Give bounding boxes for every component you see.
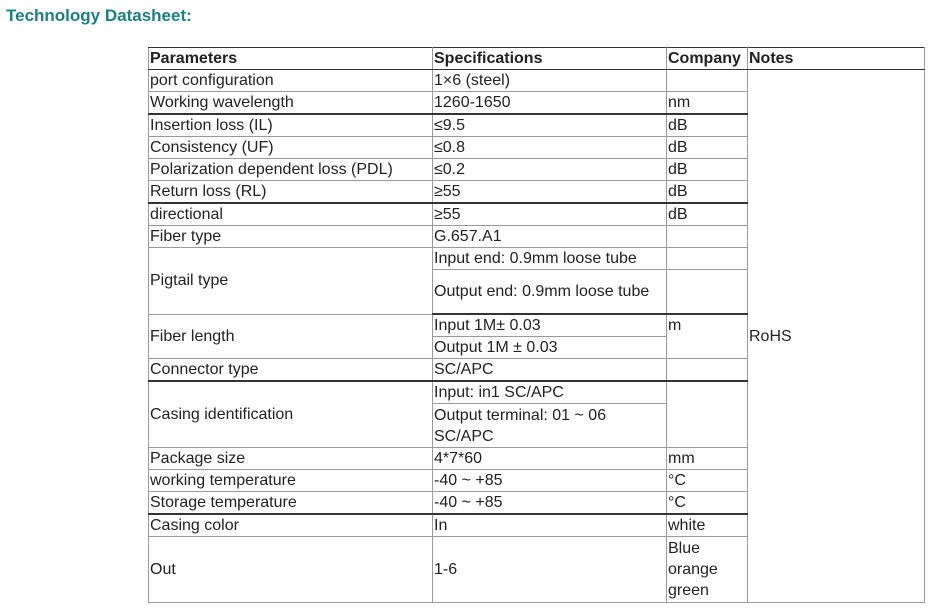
technology-datasheet-table	[148, 47, 925, 603]
unit-cell	[667, 248, 748, 270]
spec-cell: 4*7*60	[433, 448, 667, 470]
unit-cell: dB	[667, 114, 748, 137]
unit-cell: nm	[667, 92, 748, 115]
unit-cell: °C	[667, 470, 748, 492]
param-cell: Connector type	[149, 359, 433, 382]
spec-cell: Input 1M± 0.03	[433, 314, 667, 337]
spec-cell: 1260-1650	[433, 92, 667, 115]
unit-cell: dB	[667, 203, 748, 226]
color-green: green	[668, 582, 709, 599]
color-orange: orange	[668, 561, 718, 578]
spec-cell: Input: in1 SC/APC	[433, 381, 667, 404]
param-cell: Polarization dependent loss (PDL)	[149, 159, 433, 181]
notes-cell: RoHS	[748, 70, 925, 603]
param-cell: Insertion loss (IL)	[149, 114, 433, 137]
param-cell: Package size	[149, 448, 433, 470]
param-cell: Working wavelength	[149, 92, 433, 115]
param-cell: Return loss (RL)	[149, 181, 433, 204]
header-notes: Notes	[748, 48, 925, 70]
param-cell: Fiber length	[149, 314, 433, 359]
spec-cell: -40 ~ +85	[433, 492, 667, 515]
unit-cell: °C	[667, 492, 748, 515]
unit-cell	[667, 381, 748, 448]
unit-cell: dB	[667, 159, 748, 181]
param-cell: directional	[149, 203, 433, 226]
unit-cell	[667, 359, 748, 382]
page-title: Technology Datasheet:	[6, 6, 192, 25]
table-header-row	[149, 48, 925, 70]
unit-cell: mm	[667, 448, 748, 470]
spec-cell: Input end: 0.9mm loose tube	[433, 248, 667, 270]
spec-cell: In	[433, 514, 667, 537]
spec-cell: ≤0.2	[433, 159, 667, 181]
spec-cell: 1×6 (steel)	[433, 70, 667, 92]
header-specifications: Specifications	[433, 48, 667, 70]
param-cell: Casing identification	[149, 381, 433, 448]
param-cell: Casing color	[149, 514, 433, 537]
unit-cell	[667, 537, 748, 603]
spec-cell: SC/APC	[433, 359, 667, 382]
spec-cell: Output 1M ± 0.03	[433, 337, 667, 359]
spec-cell: Output end: 0.9mm loose tube	[433, 270, 667, 315]
spec-cell: ≥55	[433, 181, 667, 204]
unit-cell: white	[667, 514, 748, 537]
spec-cell: ≤0.8	[433, 137, 667, 159]
param-cell: Pigtail type	[149, 248, 433, 315]
param-cell: port configuration	[149, 70, 433, 92]
unit-cell	[667, 270, 748, 315]
table-row	[149, 70, 925, 92]
spec-cell: -40 ~ +85	[433, 470, 667, 492]
param-cell: working temperature	[149, 470, 433, 492]
unit-cell: dB	[667, 181, 748, 204]
spec-cell: ≤9.5	[433, 114, 667, 137]
unit-cell	[667, 70, 748, 92]
unit-cell: dB	[667, 137, 748, 159]
spec-cell: 1-6	[433, 537, 667, 603]
spec-cell: Output terminal: 01 ~ 06 SC/APC	[433, 404, 667, 448]
unit-cell: m	[667, 314, 748, 359]
header-parameters: Parameters	[149, 48, 433, 70]
color-blue: Blue	[668, 540, 701, 557]
param-cell: Out	[149, 537, 433, 603]
param-cell: Fiber type	[149, 226, 433, 248]
spec-cell: ≥55	[433, 203, 667, 226]
param-cell: Consistency (UF)	[149, 137, 433, 159]
param-cell: Storage temperature	[149, 492, 433, 515]
spec-cell: G.657.A1	[433, 226, 667, 248]
unit-cell	[667, 226, 748, 248]
header-company: Company	[667, 48, 748, 70]
